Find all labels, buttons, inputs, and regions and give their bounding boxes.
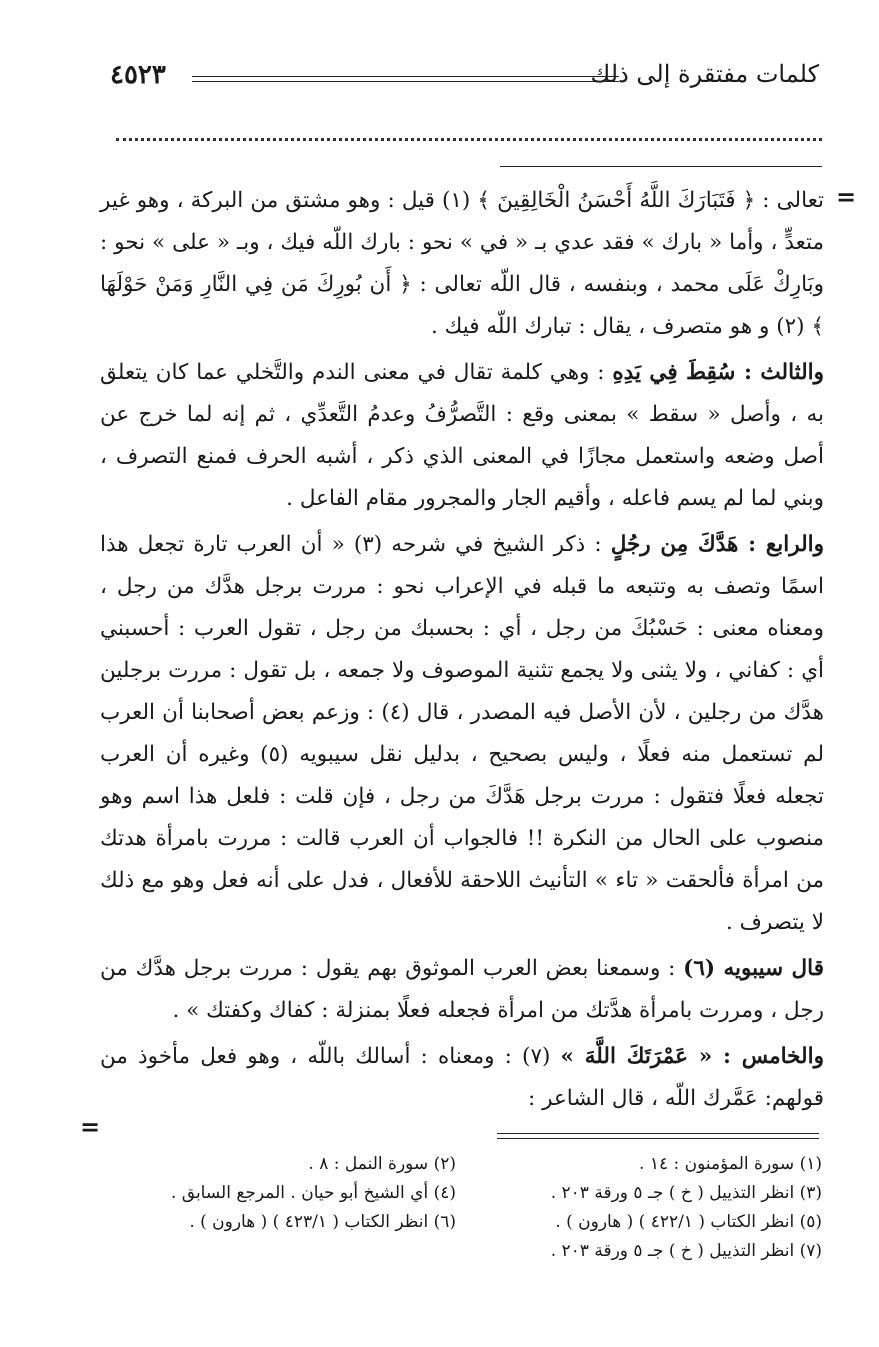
paragraph-1: تعالى : ﴿ فَتَبَارَكَ اللَّهُ أَحْسَنُ الْخَالِقِينَ ﴾ (١) قيل : وهو مشتق من البركة ، وهو غير متعدٍّ ، وأما « بارك » فقد عدي بـ « في » نحو : بارك اللّه فيك ، وبـ « على » نحو : وبَارِكْ عَلَى محمد ، وبنفسه ، قال اللّه تعالى : ﴿ أَن بُورِكَ مَن فِي النَّارِ وَمَنْ حَوْلَهَا ﴾ (٢) و هو متصرف ، يقال : تبارك اللّه فيك .	[100, 188, 825, 339]
paragraph-2-text: : وهي كلمة تقال في معنى الندم والتَّخلي عما كان يتعلق به ، وأصل « سقط » بمعنى وقع : التَّصرُّفُ وعدمُ التَّعدِّي ، ثم إنه لما خرج عن أصل وضعه واستعمل مجازًا في المعنى الذي ذكر ، أشبه الحرف فمنع التصرف ، وبني لما لم يسم فاعله ، وأقيم الجار والمجرور مقام الفاعل .	[100, 360, 824, 511]
main-text	[100, 180, 824, 1124]
section-rule	[500, 166, 822, 167]
footnote-7: (٧) انظر التذييل ( خ ) جـ ٥ ورقة ٢٠٣ .	[550, 1241, 822, 1261]
paragraph-3-text: : ذكر الشيخ في شرحه (٣) « أن العرب تارة تجعل هذا اسمًا وتصف به وتتبعه ما قبله في الإعراب نحو : مررت برجل هدَّك من رجل ، ومعناه معنى : حَسْبُكَ من رجل ، أي : بحسبك من رجل ، تقول العرب : أحسبني أي : كفاني ، ولا يثنى ولا يجمع تثنية الموصوف ولا جمعه ، بل تقول : مررت برجلين هدَّك من رجلين ، لأن الأصل فيه المصدر ، قال (٤) : وزعم بعض أصحابنا أن العرب لم تستعمل منه فعلًا ، وليس بصحيح ، بدليل نقل سيبويه (٥) وغيره أن العرب تجعله فعلًا فتقول : مررت برجل هَدَّكَ من رجل ، فإن قلت : فلعل هذا اسم وهو منصوب على الحال من النكرة !! فالجواب أن العرب قالت : مررت بامرأة هدتك من امرأة فألحقت « تاء » التأنيث اللاحقة للأفعال ، فدل على أنه فعل وهو مع ذلك لا يتصرف .	[100, 532, 824, 935]
page-header	[110, 60, 819, 94]
paragraph-4	[100, 948, 824, 1032]
footnote-5: (٥) انظر الكتاب ( ٤٢٢/١ ) ( هارون ) .	[555, 1212, 822, 1232]
continuation-marker-bottom: =	[80, 1112, 101, 1141]
dotted-separator	[116, 128, 822, 141]
paragraph-4-heading: قال سيبويه (٦)	[683, 956, 824, 981]
footnote-6: (٦) انظر الكتاب ( ٤٢٣/١ ) ( هارون ) .	[189, 1212, 456, 1232]
footnotes	[110, 1150, 822, 1266]
paragraph-2-heading: والثالث : سُقِطَ فِي يَدِهِ	[612, 360, 825, 385]
paragraph-5-text: (٧) : ومعناه : أسالك باللّه ، وهو فعل مأخوذ من قولهم: عَمَّرك اللّه ، قال الشاعر :	[100, 1044, 824, 1111]
footnote-4: (٤) أي الشيخ أبو حيان . المرجع السابق .	[170, 1183, 456, 1203]
footnote-rule	[497, 1133, 819, 1139]
running-title: كلمات مفتقرة إلى ذلك	[590, 60, 819, 88]
paragraph-3-heading: والرابع : هَدَّكَ مِن رجُلٍ	[610, 532, 824, 557]
paragraph-3	[100, 524, 824, 944]
footnote-1: (١) سورة المؤمنون : ١٤ .	[639, 1154, 822, 1174]
footnote-3: (٣) انظر التذييل ( خ ) جـ ٥ ورقة ٢٠٣ .	[550, 1183, 822, 1203]
paragraph-5-heading: والخامس : « عَمْرَتَكَ اللَّهَ »	[560, 1044, 824, 1069]
paragraph-5	[100, 1036, 824, 1120]
paragraph-4-text: : وسمعنا بعض العرب الموثوق بهم يقول : مررت برجل هدَّك من رجل ، ومررت بامرأة هدَّتك من امرأة فجعله فعلًا بمنزلة : كفاك وكفتك » .	[100, 956, 824, 1023]
page-number: ٤٥٢٣	[110, 60, 166, 90]
continuation-marker-top: =	[836, 182, 857, 211]
paragraph-2	[100, 352, 824, 520]
footnote-2: (٢) سورة النمل : ٨ .	[308, 1154, 456, 1174]
header-rule	[192, 76, 619, 82]
